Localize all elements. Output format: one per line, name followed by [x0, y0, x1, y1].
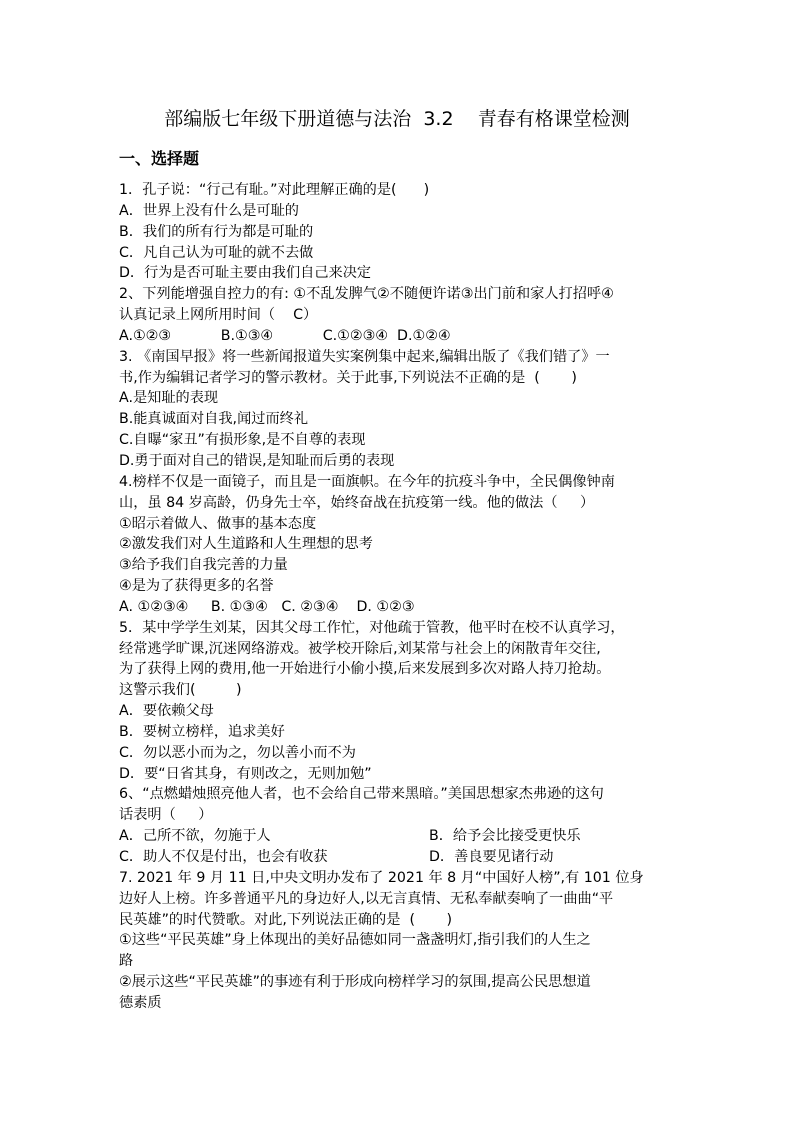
option-c: C.自曝“家丑”有损形象,是不自尊的表现	[119, 432, 366, 449]
question-stem: 7. 2021 年 9 月 11 日,中央文明办发布了 2021 年 8 月“中国好人榜”,有 101 位身	[119, 869, 644, 886]
option-c: C．凡自己认为可耻的就不去做	[119, 244, 314, 261]
question-stem: 为了获得上网的费用,他一开始进行小偷小摸,后来发展到多次对路人持刀抢劫。	[119, 661, 611, 678]
option-c: C．勿以恶小而为之，勿以善小而不为	[119, 744, 356, 761]
question-stem: 5．某中学学生刘某，因其父母工作忙，对他疏于管教，他平时在校不认真学习，	[119, 619, 625, 636]
question-stem: 6、“点燃蜡烛照亮他人者，也不会给自己带来黑暗。”美国思想家杰弗逊的这句	[119, 786, 604, 803]
question-stem: 话表明（ ）	[119, 807, 213, 824]
question-3	[119, 347, 679, 472]
question-4	[119, 472, 679, 618]
section-heading: 一、选择题	[119, 149, 200, 168]
question-stem: 2、下列能增强自控力的有: ①不乱发脾气②不随便许诺③出门前和家人打招呼④	[119, 286, 614, 303]
options-row	[119, 847, 679, 868]
statement-2-cont: 德素质	[119, 994, 162, 1011]
option-d: D.勇于面对自己的错误,是知耻而后勇的表现	[119, 452, 395, 469]
option-a: A.是知耻的表现	[119, 390, 219, 407]
statement-1: ①昭示着做人、做事的基本态度	[119, 515, 317, 532]
option-d: D．行为是否可耻主要由我们自己来决定	[119, 265, 372, 282]
question-stem: 书,作为编辑记者学习的警示教材。关于此事,下列说法不正确的是 ( )	[119, 369, 577, 386]
question-1	[119, 180, 679, 284]
option-a: A．要依赖父母	[119, 703, 214, 720]
question-list	[119, 180, 679, 1014]
question-6	[119, 784, 679, 867]
question-2	[119, 284, 679, 347]
option-a: A．世界上没有什么是可耻的	[119, 202, 299, 219]
question-stem: 4.榜样不仅是一面镜子，而且是一面旗帜。在今年的抗疫斗争中，全民偶像钟南	[119, 473, 615, 490]
option-d: D．要“日省其身，有则改之，无则加勉”	[119, 765, 372, 782]
question-stem: 经常逃学旷课,沉迷网络游戏。被学校开除后,刘某常与社会上的闲散青年交往,	[119, 640, 601, 657]
option-c: C．助人不仅是付出，也会有收获	[119, 849, 328, 865]
question-5	[119, 618, 679, 785]
options-row: A. ①②③④ B. ①③④ C. ②③④ D. ①②③	[119, 598, 415, 615]
statement-2: ②激发我们对人生道路和人生理想的思考	[119, 536, 373, 553]
statement-4: ④是为了获得更多的名誉	[119, 578, 274, 595]
option-a: A．己所不欲，勿施于人	[119, 828, 271, 845]
page-title: 部编版七年级下册道德与法治 3.2 青春有格课堂检测	[164, 108, 630, 130]
options-row	[119, 826, 679, 847]
option-b: B．要树立榜样，追求美好	[119, 723, 285, 740]
option-b: B.能真诚面对自我,闻过而终礼	[119, 411, 309, 428]
question-stem: 山，虽 84 岁高龄，仍身先士卒，始终奋战在抗疫第一线。他的做法（ ）	[119, 494, 595, 511]
question-stem: 1．孔子说：“行己有耻。”对此理解正确的是( )	[119, 182, 430, 198]
question-stem: 边好人上榜。许多普通平凡的身边好人,以无言真情、无私奉献奏响了一曲曲“平	[119, 890, 614, 907]
option-d: D．善良要见诸行动	[429, 849, 554, 865]
question-stem: 认真记录上网所用时间（ C）	[119, 307, 318, 324]
option-b: B．我们的所有行为都是可耻的	[119, 223, 314, 240]
question-stem: 民英雄”的时代赞歌。对此,下列说法正确的是 ( )	[119, 911, 453, 928]
question-7	[119, 868, 679, 1014]
question-stem: 这警示我们( )	[119, 682, 242, 699]
statement-1: ①这些“平民英雄”身上体现出的美好品德如同一盏盏明灯,指引我们的人生之	[119, 932, 591, 949]
question-stem: 3. 《南国早报》将一些新闻报道失实案例集中起来,编辑出版了《我们错了》一	[119, 348, 610, 365]
statement-1-cont: 路	[119, 953, 134, 970]
statement-3: ③给予我们自我完善的力量	[119, 557, 288, 574]
options-row: A.①②③ B.①③④ C.①②③④ D.①②④	[119, 327, 451, 344]
option-b: B．给予会比接受更快乐	[429, 828, 581, 845]
statement-2: ②展示这些“平民英雄”的事迹有利于形成向榜样学习的氛围,提高公民思想道	[119, 974, 591, 991]
